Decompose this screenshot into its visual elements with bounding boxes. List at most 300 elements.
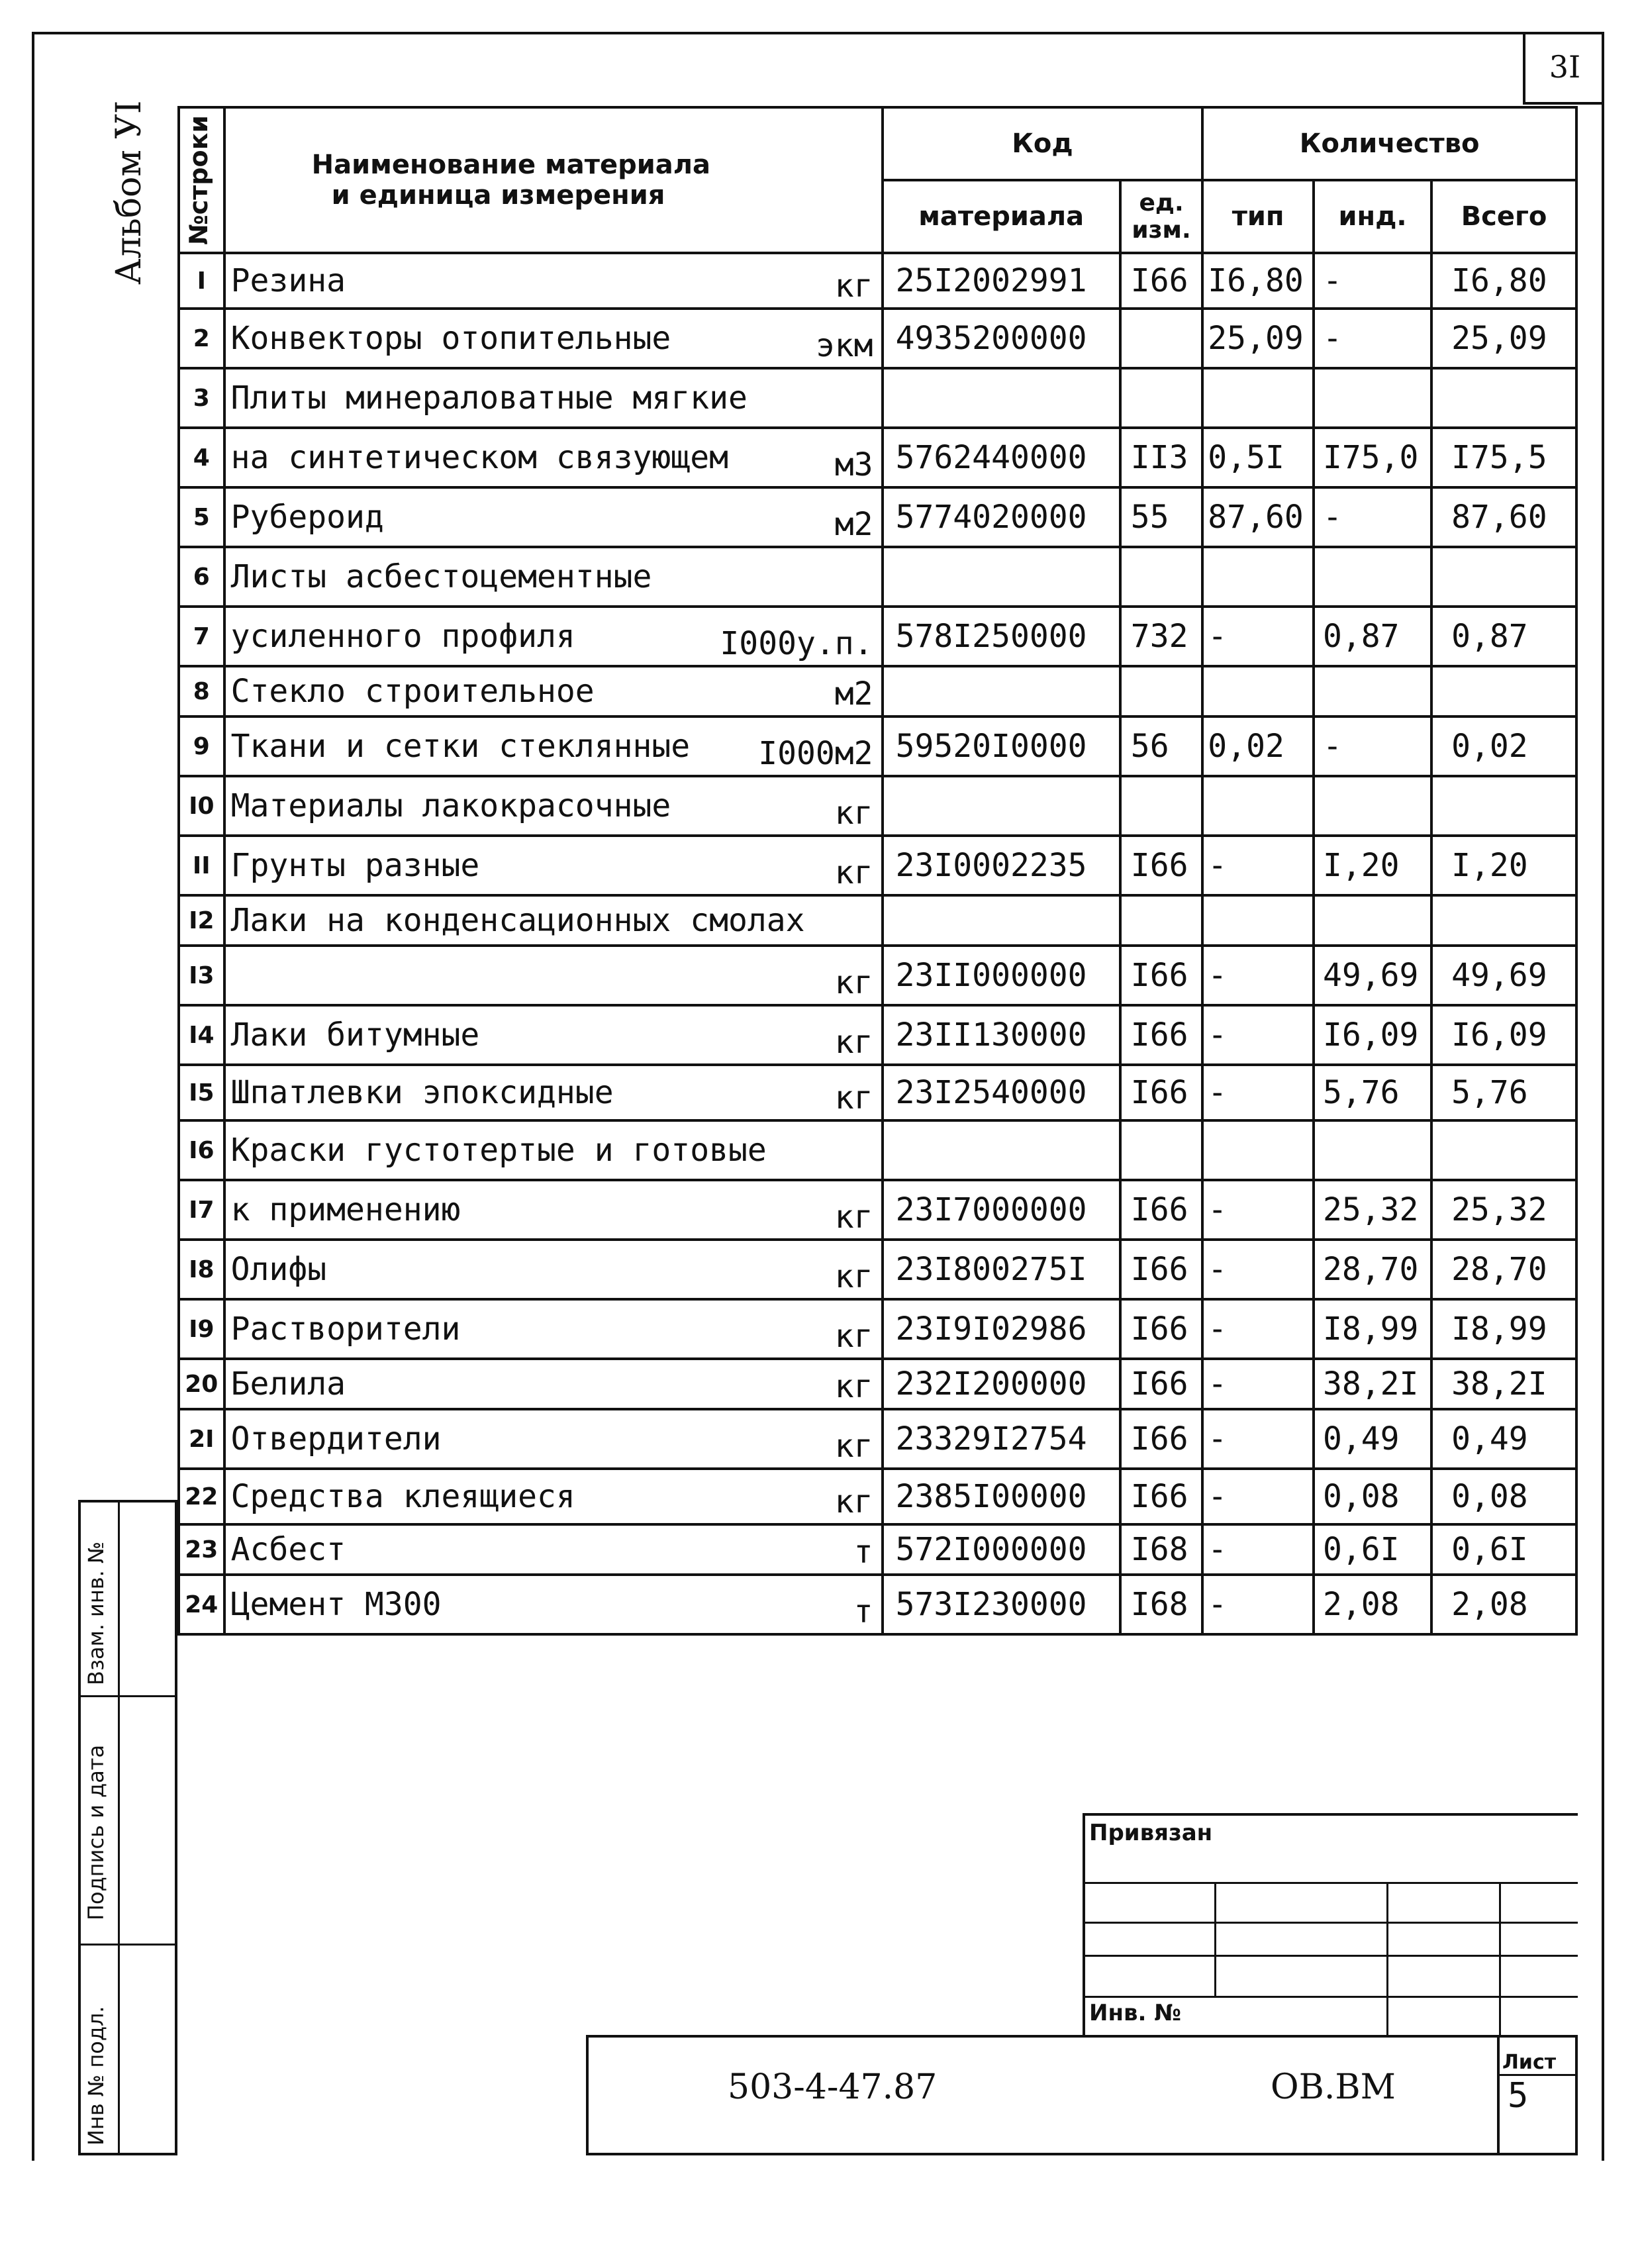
qty-total [1431, 1575, 1576, 1634]
material-code-text: 572I000000 [895, 1531, 1087, 1568]
quantity-group-header: Количество [1202, 107, 1576, 180]
name-header: Наименование материала и единица измерения [224, 107, 883, 253]
material-name [224, 716, 883, 776]
stamp-line-2 [1085, 1922, 1578, 1924]
material-code [883, 428, 1120, 487]
unit-code [1120, 1575, 1202, 1634]
table-row [179, 1180, 1576, 1240]
qty-total-text: 87,60 [1451, 499, 1547, 536]
qty-ind-text: 25,32 [1322, 1191, 1419, 1228]
material-code-text: 23I800275I [895, 1251, 1087, 1288]
qty-ind [1314, 1524, 1431, 1575]
qty-ind [1314, 946, 1431, 1005]
qty-total-text: 5,76 [1451, 1074, 1528, 1111]
row-number [179, 1065, 224, 1120]
qty-ind [1314, 1240, 1431, 1299]
qty-ind-text: - [1322, 262, 1342, 299]
qty-type [1202, 547, 1314, 607]
row-number-text: I8 [189, 1256, 215, 1283]
material-code [883, 1469, 1120, 1524]
album-label: Альбом УI [109, 100, 149, 285]
qty-total-text: I,20 [1451, 847, 1528, 884]
row-number [179, 1575, 224, 1634]
material-name [224, 368, 883, 428]
inv-podl-label: Инв № подл. [83, 2006, 109, 2145]
qty-total-text: 0,6I [1451, 1531, 1528, 1568]
qty-total [1431, 1240, 1576, 1299]
material-name [224, 1299, 883, 1359]
material-name-text: Средства клеящиеся [230, 1478, 575, 1515]
unit-code [1120, 895, 1202, 946]
qty-type [1202, 1359, 1314, 1409]
qty-total-text: 0,02 [1451, 728, 1528, 765]
row-number-text: I3 [189, 961, 215, 989]
side-strip-line-2 [78, 1944, 177, 1946]
material-name [224, 253, 883, 309]
materials-table [177, 106, 1578, 1636]
unit-of-measure: кг [834, 795, 873, 832]
stamp-line-3 [1085, 1955, 1578, 1957]
unit-of-measure: кг [834, 964, 873, 1001]
material-code [883, 1065, 1120, 1120]
qty-ind [1314, 1065, 1431, 1120]
material-name [224, 1120, 883, 1180]
qty-ind [1314, 666, 1431, 716]
unit-code-text: I66 [1130, 262, 1188, 299]
qty-total [1431, 1524, 1576, 1575]
table-row [179, 607, 1576, 666]
qty-type-text: - [1208, 957, 1228, 994]
qty-total [1431, 547, 1576, 607]
row-number-text: 2 [193, 324, 210, 352]
material-code-text: 59520I0000 [895, 728, 1087, 765]
qty-ind-text: I,20 [1322, 847, 1400, 884]
material-name-text: Лаки на конденсационных смолах [230, 902, 805, 939]
material-code [883, 716, 1120, 776]
material-name [224, 547, 883, 607]
row-number [179, 368, 224, 428]
code-unit-header: ед. изм. [1120, 180, 1202, 253]
row-number [179, 1180, 224, 1240]
unit-code-text: I66 [1130, 847, 1188, 884]
material-name [224, 1575, 883, 1634]
qty-type [1202, 666, 1314, 716]
qty-total [1431, 1299, 1576, 1359]
unit-of-measure: кг [834, 1428, 873, 1465]
material-name [224, 1469, 883, 1524]
unit-of-measure: кг [834, 1199, 873, 1236]
qty-type-text: - [1208, 847, 1228, 884]
material-code-text: 573I230000 [895, 1586, 1087, 1623]
material-name [224, 1524, 883, 1575]
table-row [179, 1524, 1576, 1575]
linked-label: Привязан [1089, 1820, 1213, 1846]
qty-ind-text: 28,70 [1322, 1251, 1419, 1288]
material-code-text: 25I2002991 [895, 262, 1087, 299]
material-name [224, 1005, 883, 1065]
row-number-text: 8 [193, 677, 210, 705]
qty-type [1202, 607, 1314, 666]
unit-code [1120, 487, 1202, 547]
material-code [883, 253, 1120, 309]
qty-type-text: - [1208, 1586, 1228, 1623]
qty-total-text: 25,32 [1451, 1191, 1547, 1228]
qty-type [1202, 946, 1314, 1005]
unit-code-text: I66 [1130, 1074, 1188, 1111]
row-number-text: 2I [189, 1425, 215, 1453]
qty-ind [1314, 1180, 1431, 1240]
material-name-text: Лаки битумные [230, 1016, 480, 1054]
material-name [224, 428, 883, 487]
material-name-text: к применению [230, 1191, 461, 1228]
material-code-text: 23329I2754 [895, 1420, 1087, 1457]
unit-code-text: I66 [1130, 1310, 1188, 1348]
qty-total [1431, 368, 1576, 428]
row-number [179, 1409, 224, 1469]
table-row [179, 309, 1576, 368]
row-number-text: I [197, 267, 207, 295]
stamp-line-4 [1085, 1996, 1578, 1998]
material-name [224, 1065, 883, 1120]
row-number-text: I2 [189, 907, 215, 934]
unit-code-text: I66 [1130, 1420, 1188, 1457]
material-name [224, 487, 883, 547]
qty-ind-text: 38,2I [1322, 1365, 1419, 1403]
qty-total [1431, 666, 1576, 716]
material-name [224, 836, 883, 895]
row-number [179, 547, 224, 607]
row-number-text: 7 [193, 622, 210, 650]
stamp-vline-1 [1214, 1882, 1216, 1996]
table-row [179, 716, 1576, 776]
row-number [179, 946, 224, 1005]
row-number-text: I9 [189, 1315, 215, 1343]
qty-total [1431, 253, 1576, 309]
stamp-vline-2 [1386, 1882, 1388, 2038]
row-number-text: 9 [193, 732, 210, 760]
unit-code [1120, 666, 1202, 716]
qty-type [1202, 716, 1314, 776]
unit-code [1120, 547, 1202, 607]
qty-total [1431, 607, 1576, 666]
table-row [179, 1120, 1576, 1180]
sheet-label: Лист [1500, 2051, 1575, 2076]
material-name [224, 666, 883, 716]
document-suffix: ОВ.ВМ [1271, 2067, 1396, 2107]
qty-total [1431, 428, 1576, 487]
qty-type [1202, 428, 1314, 487]
qty-ind-text: - [1322, 728, 1342, 765]
table-row [179, 895, 1576, 946]
material-name-text: Шпатлевки эпоксидные [230, 1074, 614, 1111]
unit-code [1120, 716, 1202, 776]
material-code [883, 368, 1120, 428]
qty-ind [1314, 1575, 1431, 1634]
row-number-text: 20 [185, 1370, 218, 1398]
qty-ind-text: 5,76 [1322, 1074, 1400, 1111]
qty-total [1431, 776, 1576, 836]
qty-total-text: I6,80 [1451, 262, 1547, 299]
unit-code [1120, 1299, 1202, 1359]
qty-ind [1314, 547, 1431, 607]
qty-type-text: - [1208, 1531, 1228, 1568]
material-name-text: Ткани и сетки стеклянные [230, 728, 691, 765]
unit-code [1120, 1180, 1202, 1240]
row-number [179, 1469, 224, 1524]
material-name-text: на синтетическом связующем [230, 439, 728, 476]
qty-ind-text: I8,99 [1322, 1310, 1419, 1348]
qty-type-text: 0,02 [1208, 728, 1284, 765]
material-name [224, 1409, 883, 1469]
material-code [883, 1575, 1120, 1634]
qty-total [1431, 946, 1576, 1005]
row-number [179, 1005, 224, 1065]
code-material-header: материала [883, 180, 1120, 253]
qty-type [1202, 1575, 1314, 1634]
unit-code [1120, 253, 1202, 309]
qty-ind-text: 0,08 [1322, 1478, 1400, 1515]
row-number-text: 23 [185, 1536, 218, 1563]
row-number [179, 487, 224, 547]
qty-ind [1314, 487, 1431, 547]
material-code [883, 1005, 1120, 1065]
unit-code-text: I66 [1130, 1251, 1188, 1288]
unit-of-measure: м2 [834, 506, 873, 543]
table-row [179, 946, 1576, 1005]
unit-code [1120, 368, 1202, 428]
row-number-text: 22 [185, 1483, 218, 1510]
qty-total-text: 2,08 [1451, 1586, 1528, 1623]
unit-code [1120, 607, 1202, 666]
inv-no-label: Инв. № [1089, 2000, 1182, 2026]
row-number [179, 666, 224, 716]
signature-date-label: Подпись и дата [83, 1744, 109, 1920]
unit-code [1120, 1469, 1202, 1524]
unit-code [1120, 946, 1202, 1005]
qty-type [1202, 1065, 1314, 1120]
unit-of-measure: I000у.п. [720, 625, 873, 662]
unit-code [1120, 776, 1202, 836]
unit-code [1120, 1120, 1202, 1180]
qty-type [1202, 1469, 1314, 1524]
unit-code [1120, 1240, 1202, 1299]
material-name [224, 1359, 883, 1409]
material-code [883, 1299, 1120, 1359]
qty-ind [1314, 1005, 1431, 1065]
qty-total-header: Всего [1431, 180, 1576, 253]
row-number [179, 309, 224, 368]
row-number-text: I0 [189, 792, 215, 820]
material-name-text: Конвекторы отопительные [230, 320, 671, 357]
row-number-text: I5 [189, 1079, 215, 1107]
qty-type [1202, 836, 1314, 895]
unit-code-text: 56 [1130, 728, 1169, 765]
qty-ind [1314, 836, 1431, 895]
qty-ind [1314, 309, 1431, 368]
unit-code-text: I68 [1130, 1531, 1188, 1568]
qty-type [1202, 895, 1314, 946]
material-name-text: Рубероид [230, 499, 384, 536]
material-code [883, 1180, 1120, 1240]
qty-ind-header: инд. [1314, 180, 1431, 253]
qty-type-text: - [1208, 618, 1228, 655]
qty-total [1431, 1409, 1576, 1469]
material-code-text: 4935200000 [895, 320, 1087, 357]
material-name-text: Резина [230, 262, 346, 299]
table-row [179, 776, 1576, 836]
qty-total [1431, 309, 1576, 368]
sheet-cell [1497, 2038, 1575, 2153]
material-code-text: 5762440000 [895, 439, 1087, 476]
table-row [179, 1469, 1576, 1524]
unit-code-text: II3 [1130, 439, 1188, 476]
material-code [883, 1524, 1120, 1575]
qty-type-text: 25,09 [1208, 320, 1304, 357]
qty-total-text: 25,09 [1451, 320, 1547, 357]
unit-code-text: I66 [1130, 1191, 1188, 1228]
unit-code [1120, 309, 1202, 368]
qty-total-text: 38,2I [1451, 1365, 1547, 1403]
table-row [179, 1005, 1576, 1065]
unit-code [1120, 1005, 1202, 1065]
qty-ind [1314, 1120, 1431, 1180]
row-number-text: I6 [189, 1136, 215, 1164]
qty-total [1431, 836, 1576, 895]
qty-ind [1314, 1359, 1431, 1409]
row-number [179, 607, 224, 666]
material-name-text: Листы асбестоцементные [230, 558, 652, 595]
qty-type-text: - [1208, 1365, 1228, 1403]
material-name [224, 895, 883, 946]
table-row [179, 666, 1576, 716]
qty-type [1202, 1180, 1314, 1240]
material-name-text: Отвердители [230, 1420, 442, 1457]
qty-ind [1314, 716, 1431, 776]
material-code-text: 23I7000000 [895, 1191, 1087, 1228]
unit-of-measure: кг [834, 854, 873, 891]
unit-code [1120, 1065, 1202, 1120]
material-code [883, 1120, 1120, 1180]
table-row [179, 1065, 1576, 1120]
qty-ind [1314, 895, 1431, 946]
qty-total [1431, 487, 1576, 547]
qty-total-text: 49,69 [1451, 957, 1547, 994]
qty-total-text: 0,49 [1451, 1420, 1528, 1457]
unit-code [1120, 1359, 1202, 1409]
unit-code [1120, 836, 1202, 895]
qty-ind [1314, 776, 1431, 836]
row-number-text: 24 [185, 1591, 218, 1618]
qty-type-text: - [1208, 1478, 1228, 1515]
material-name [224, 1240, 883, 1299]
material-code [883, 666, 1120, 716]
qty-ind [1314, 428, 1431, 487]
unit-of-measure: м2 [834, 675, 873, 713]
material-code-text: 23I0002235 [895, 847, 1087, 884]
qty-type-text: - [1208, 1251, 1228, 1288]
row-number [179, 1120, 224, 1180]
qty-total-text: I75,5 [1451, 439, 1547, 476]
material-code-text: 23I2540000 [895, 1074, 1087, 1111]
qty-type-text: - [1208, 1074, 1228, 1111]
material-name-text: Растворители [230, 1310, 461, 1348]
unit-code-text: I68 [1130, 1586, 1188, 1623]
row-number-text: I7 [189, 1196, 215, 1224]
title-block [586, 2035, 1578, 2155]
qty-type [1202, 487, 1314, 547]
unit-code-text: 55 [1130, 499, 1169, 536]
qty-ind [1314, 1299, 1431, 1359]
material-code-text: 5774020000 [895, 499, 1087, 536]
row-number [179, 836, 224, 895]
unit-code [1120, 1524, 1202, 1575]
table-row [179, 1575, 1576, 1634]
material-name [224, 607, 883, 666]
material-name-text: усиленного профиля [230, 618, 575, 655]
table-row [179, 1240, 1576, 1299]
table-row [179, 836, 1576, 895]
unit-of-measure: I000м2 [758, 735, 873, 772]
qty-total [1431, 1359, 1576, 1409]
material-name [224, 776, 883, 836]
table-row [179, 1409, 1576, 1469]
qty-ind-text: 49,69 [1322, 957, 1419, 994]
material-code [883, 895, 1120, 946]
material-name [224, 309, 883, 368]
sheet-value: 5 [1508, 2076, 1529, 2116]
row-number [179, 1524, 224, 1575]
side-strip-line-1 [78, 1695, 177, 1697]
unit-of-measure: т [853, 1593, 873, 1630]
material-name [224, 1180, 883, 1240]
unit-of-measure: кг [834, 268, 873, 305]
row-number [179, 716, 224, 776]
qty-ind-text: I6,09 [1322, 1016, 1419, 1054]
material-code-text: 23II130000 [895, 1016, 1087, 1054]
table-row [179, 428, 1576, 487]
qty-ind-text: I75,0 [1322, 439, 1419, 476]
row-number-text: 4 [193, 444, 210, 471]
qty-total-text: I8,99 [1451, 1310, 1547, 1348]
qty-type-text: 87,60 [1208, 499, 1304, 536]
qty-total-text: 28,70 [1451, 1251, 1547, 1288]
unit-code [1120, 1409, 1202, 1469]
material-name-text: Краски густотертые и готовые [230, 1132, 767, 1169]
material-name-text: Грунты разные [230, 847, 480, 884]
row-number-text: 5 [193, 503, 210, 531]
material-name-text: Материалы лакокрасочные [230, 787, 671, 824]
material-name [224, 946, 883, 1005]
unit-code-text: I66 [1130, 1365, 1188, 1403]
unit-of-measure: кг [834, 1024, 873, 1061]
row-number [179, 253, 224, 309]
qty-total [1431, 716, 1576, 776]
row-number [179, 1359, 224, 1409]
linked-stamp [1083, 1813, 1578, 2035]
material-name-text: Белила [230, 1365, 346, 1403]
unit-of-measure: т [853, 1534, 873, 1571]
table-row [179, 253, 1576, 309]
material-code-text: 23II000000 [895, 957, 1087, 994]
qty-type [1202, 253, 1314, 309]
unit-of-measure: м3 [834, 446, 873, 483]
qty-ind [1314, 1469, 1431, 1524]
material-code [883, 607, 1120, 666]
unit-of-measure: кг [834, 1318, 873, 1355]
material-name-text: Цемент М300 [230, 1586, 442, 1623]
material-code-text: 232I200000 [895, 1365, 1087, 1403]
material-code-text: 2385I00000 [895, 1478, 1087, 1515]
